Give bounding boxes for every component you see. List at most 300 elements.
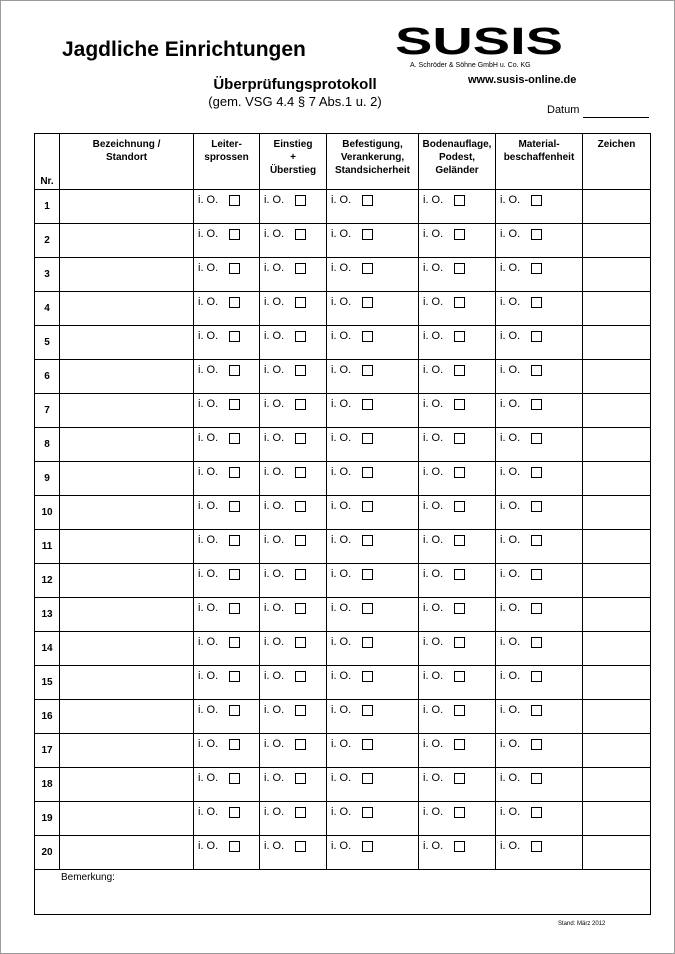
zeichen-field[interactable]: [583, 258, 651, 292]
row-number: 10: [35, 496, 60, 530]
check-item: [194, 428, 259, 444]
io-label: i. O.: [331, 500, 352, 512]
io-checkbox[interactable]: [362, 399, 373, 410]
io-label: i. O.: [198, 262, 219, 274]
table-row: [35, 768, 651, 802]
check-item: [496, 598, 582, 614]
einstieg-cell: [260, 734, 327, 768]
io-checkbox[interactable]: [229, 807, 240, 818]
leitersprossen-cell: [194, 666, 260, 700]
zeichen-field[interactable]: [583, 768, 651, 802]
io-checkbox[interactable]: [229, 365, 240, 376]
io-checkbox[interactable]: [531, 807, 542, 818]
zeichen-field[interactable]: [583, 598, 651, 632]
io-checkbox[interactable]: [295, 671, 306, 682]
check-item: [496, 700, 582, 716]
bodenauflage-cell: [419, 768, 496, 802]
row-number: 4: [35, 292, 60, 326]
table-row: [35, 292, 651, 326]
io-checkbox[interactable]: [454, 603, 465, 614]
row-number: 20: [35, 836, 60, 870]
bezeichnung-field[interactable]: [60, 258, 194, 292]
io-label: i. O.: [331, 364, 352, 376]
io-checkbox[interactable]: [295, 229, 306, 240]
check-item: [419, 292, 495, 308]
check-item: [496, 258, 582, 274]
io-checkbox[interactable]: [454, 331, 465, 342]
io-checkbox[interactable]: [362, 807, 373, 818]
io-checkbox[interactable]: [531, 501, 542, 512]
row-number: 11: [35, 530, 60, 564]
table-row: [35, 190, 651, 224]
io-checkbox[interactable]: [454, 467, 465, 478]
io-checkbox[interactable]: [531, 433, 542, 444]
io-checkbox[interactable]: [295, 569, 306, 580]
zeichen-field[interactable]: [583, 632, 651, 666]
bodenauflage-cell: [419, 462, 496, 496]
susis-logo: [394, 24, 564, 56]
table-row: [35, 734, 651, 768]
io-checkbox[interactable]: [229, 671, 240, 682]
zeichen-field[interactable]: [583, 836, 651, 870]
einstieg-cell: [260, 326, 327, 360]
io-label: i. O.: [264, 772, 285, 784]
bodenauflage-cell: [419, 700, 496, 734]
io-checkbox[interactable]: [454, 841, 465, 852]
zeichen-field[interactable]: [583, 734, 651, 768]
io-checkbox[interactable]: [295, 399, 306, 410]
io-checkbox[interactable]: [531, 637, 542, 648]
io-checkbox[interactable]: [295, 637, 306, 648]
io-checkbox[interactable]: [531, 365, 542, 376]
io-checkbox[interactable]: [362, 841, 373, 852]
io-checkbox[interactable]: [229, 331, 240, 342]
io-checkbox[interactable]: [454, 365, 465, 376]
table-row: [35, 462, 651, 496]
io-checkbox[interactable]: [454, 671, 465, 682]
io-label: i. O.: [264, 840, 285, 852]
io-checkbox[interactable]: [362, 365, 373, 376]
io-checkbox[interactable]: [531, 739, 542, 750]
check-item: [194, 258, 259, 274]
bezeichnung-field[interactable]: [60, 360, 194, 394]
io-checkbox[interactable]: [229, 263, 240, 274]
check-item: [260, 734, 326, 750]
zeichen-field[interactable]: [583, 394, 651, 428]
bezeichnung-field[interactable]: [60, 734, 194, 768]
check-item: [419, 360, 495, 376]
bezeichnung-field[interactable]: [60, 190, 194, 224]
material-cell: [496, 768, 583, 802]
io-label: i. O.: [331, 568, 352, 580]
check-item: [327, 632, 418, 648]
material-cell: [496, 428, 583, 462]
bezeichnung-field[interactable]: [60, 462, 194, 496]
table-row: [35, 802, 651, 836]
io-checkbox[interactable]: [229, 467, 240, 478]
zeichen-field[interactable]: [583, 802, 651, 836]
io-checkbox[interactable]: [531, 603, 542, 614]
io-checkbox[interactable]: [295, 297, 306, 308]
bezeichnung-field[interactable]: [60, 224, 194, 258]
io-checkbox[interactable]: [229, 297, 240, 308]
einstieg-cell: [260, 700, 327, 734]
check-item: [419, 598, 495, 614]
io-checkbox[interactable]: [531, 841, 542, 852]
check-item: [419, 224, 495, 240]
io-label: i. O.: [331, 772, 352, 784]
page-title: Jagdliche Einrichtungen: [62, 38, 306, 61]
io-label: i. O.: [423, 636, 444, 648]
io-checkbox[interactable]: [229, 841, 240, 852]
io-checkbox[interactable]: [229, 705, 240, 716]
bezeichnung-field[interactable]: [60, 292, 194, 326]
io-checkbox[interactable]: [295, 195, 306, 206]
io-checkbox[interactable]: [531, 263, 542, 274]
io-checkbox[interactable]: [362, 229, 373, 240]
io-label: i. O.: [264, 364, 285, 376]
io-label: i. O.: [500, 670, 521, 682]
bodenauflage-cell: [419, 360, 496, 394]
io-checkbox[interactable]: [229, 739, 240, 750]
material-cell: [496, 802, 583, 836]
row-number: 15: [35, 666, 60, 700]
io-label: i. O.: [423, 228, 444, 240]
io-checkbox[interactable]: [454, 773, 465, 784]
io-checkbox[interactable]: [295, 807, 306, 818]
material-cell: [496, 190, 583, 224]
io-checkbox[interactable]: [531, 297, 542, 308]
io-label: i. O.: [500, 296, 521, 308]
io-checkbox[interactable]: [454, 229, 465, 240]
leitersprossen-cell: [194, 224, 260, 258]
check-item: [260, 836, 326, 852]
io-checkbox[interactable]: [229, 773, 240, 784]
io-label: i. O.: [264, 738, 285, 750]
zeichen-field[interactable]: [583, 190, 651, 224]
io-label: i. O.: [198, 704, 219, 716]
io-checkbox[interactable]: [295, 263, 306, 274]
io-checkbox[interactable]: [362, 331, 373, 342]
bezeichnung-field[interactable]: [60, 496, 194, 530]
befestigung-cell: [327, 224, 419, 258]
io-label: i. O.: [198, 738, 219, 750]
leitersprossen-cell: [194, 700, 260, 734]
io-checkbox[interactable]: [362, 705, 373, 716]
check-item: [194, 530, 259, 546]
material-cell: [496, 360, 583, 394]
material-cell: [496, 224, 583, 258]
io-checkbox[interactable]: [531, 229, 542, 240]
row-number: 7: [35, 394, 60, 428]
einstieg-cell: [260, 598, 327, 632]
io-checkbox[interactable]: [362, 433, 373, 444]
check-item: [327, 428, 418, 444]
io-label: i. O.: [423, 364, 444, 376]
io-checkbox[interactable]: [362, 569, 373, 580]
io-checkbox[interactable]: [229, 637, 240, 648]
check-item: [327, 768, 418, 784]
check-item: [194, 326, 259, 342]
io-checkbox[interactable]: [295, 331, 306, 342]
check-item: [419, 326, 495, 342]
material-cell: [496, 598, 583, 632]
io-label: i. O.: [331, 330, 352, 342]
io-checkbox[interactable]: [362, 501, 373, 512]
befestigung-cell: [327, 666, 419, 700]
zeichen-field[interactable]: [583, 666, 651, 700]
io-checkbox[interactable]: [454, 433, 465, 444]
bezeichnung-field[interactable]: [60, 802, 194, 836]
row-number: 2: [35, 224, 60, 258]
io-label: i. O.: [331, 466, 352, 478]
zeichen-field[interactable]: [583, 360, 651, 394]
io-checkbox[interactable]: [229, 535, 240, 546]
io-checkbox[interactable]: [229, 501, 240, 512]
io-checkbox[interactable]: [295, 773, 306, 784]
io-checkbox[interactable]: [229, 603, 240, 614]
io-checkbox[interactable]: [229, 229, 240, 240]
io-checkbox[interactable]: [362, 195, 373, 206]
logo-text: SUSIS: [395, 24, 563, 56]
io-label: i. O.: [264, 636, 285, 648]
bezeichnung-field[interactable]: [60, 530, 194, 564]
einstieg-cell: [260, 394, 327, 428]
io-checkbox[interactable]: [229, 569, 240, 580]
check-item: [496, 326, 582, 342]
leitersprossen-cell: [194, 598, 260, 632]
einstieg-cell: [260, 530, 327, 564]
io-checkbox[interactable]: [295, 841, 306, 852]
io-checkbox[interactable]: [531, 467, 542, 478]
io-checkbox[interactable]: [295, 365, 306, 376]
io-checkbox[interactable]: [454, 535, 465, 546]
einstieg-cell: [260, 190, 327, 224]
io-checkbox[interactable]: [362, 263, 373, 274]
leitersprossen-cell: [194, 428, 260, 462]
check-item: [419, 462, 495, 478]
zeichen-field[interactable]: [583, 700, 651, 734]
bodenauflage-cell: [419, 802, 496, 836]
check-item: [194, 666, 259, 682]
date-field[interactable]: [583, 117, 649, 118]
io-label: i. O.: [500, 228, 521, 240]
io-checkbox[interactable]: [454, 637, 465, 648]
io-label: i. O.: [331, 806, 352, 818]
io-checkbox[interactable]: [295, 705, 306, 716]
remark-label: Bemerkung:: [61, 872, 115, 883]
befestigung-cell: [327, 394, 419, 428]
io-checkbox[interactable]: [229, 399, 240, 410]
io-checkbox[interactable]: [454, 297, 465, 308]
check-item: [327, 598, 418, 614]
remark-field[interactable]: [35, 870, 651, 915]
io-checkbox[interactable]: [454, 705, 465, 716]
io-checkbox[interactable]: [531, 773, 542, 784]
material-cell: [496, 564, 583, 598]
io-checkbox[interactable]: [531, 195, 542, 206]
io-label: i. O.: [264, 534, 285, 546]
io-checkbox[interactable]: [295, 535, 306, 546]
io-label: i. O.: [331, 262, 352, 274]
check-item: [419, 734, 495, 750]
io-checkbox[interactable]: [454, 807, 465, 818]
befestigung-cell: [327, 326, 419, 360]
check-item: [419, 564, 495, 580]
io-checkbox[interactable]: [531, 331, 542, 342]
check-item: [496, 496, 582, 512]
bodenauflage-cell: [419, 292, 496, 326]
check-item: [327, 258, 418, 274]
row-number: 8: [35, 428, 60, 462]
check-item: [260, 394, 326, 410]
io-label: i. O.: [423, 840, 444, 852]
io-checkbox[interactable]: [362, 535, 373, 546]
table-row: [35, 632, 651, 666]
check-item: [496, 428, 582, 444]
table-row: [35, 496, 651, 530]
material-cell: [496, 734, 583, 768]
io-checkbox[interactable]: [362, 297, 373, 308]
bezeichnung-field[interactable]: [60, 394, 194, 428]
io-checkbox[interactable]: [362, 467, 373, 478]
io-checkbox[interactable]: [454, 195, 465, 206]
bezeichnung-field[interactable]: [60, 700, 194, 734]
io-label: i. O.: [331, 636, 352, 648]
io-checkbox[interactable]: [295, 501, 306, 512]
check-item: [327, 292, 418, 308]
header-row: [35, 134, 651, 190]
io-checkbox[interactable]: [531, 569, 542, 580]
zeichen-field[interactable]: [583, 564, 651, 598]
io-checkbox[interactable]: [362, 773, 373, 784]
io-label: i. O.: [198, 296, 219, 308]
io-label: i. O.: [500, 704, 521, 716]
zeichen-field[interactable]: [583, 428, 651, 462]
zeichen-field[interactable]: [583, 462, 651, 496]
zeichen-field[interactable]: [583, 224, 651, 258]
check-item: [194, 632, 259, 648]
bezeichnung-field[interactable]: [60, 632, 194, 666]
io-checkbox[interactable]: [531, 399, 542, 410]
io-label: i. O.: [500, 432, 521, 444]
zeichen-field[interactable]: [583, 292, 651, 326]
bezeichnung-field[interactable]: [60, 598, 194, 632]
io-label: i. O.: [423, 194, 444, 206]
leitersprossen-cell: [194, 190, 260, 224]
leitersprossen-cell: [194, 836, 260, 870]
zeichen-field[interactable]: [583, 326, 651, 360]
befestigung-cell: [327, 768, 419, 802]
io-checkbox[interactable]: [362, 603, 373, 614]
io-checkbox[interactable]: [454, 739, 465, 750]
io-checkbox[interactable]: [531, 535, 542, 546]
col-header-material: Material- beschaffenheit: [496, 134, 583, 190]
io-label: i. O.: [198, 330, 219, 342]
io-checkbox[interactable]: [531, 671, 542, 682]
io-checkbox[interactable]: [229, 433, 240, 444]
bodenauflage-cell: [419, 530, 496, 564]
befestigung-cell: [327, 836, 419, 870]
material-cell: [496, 462, 583, 496]
bezeichnung-field[interactable]: [60, 564, 194, 598]
befestigung-cell: [327, 632, 419, 666]
io-checkbox[interactable]: [295, 739, 306, 750]
io-checkbox[interactable]: [362, 739, 373, 750]
row-number: 1: [35, 190, 60, 224]
io-checkbox[interactable]: [531, 705, 542, 716]
check-item: [419, 700, 495, 716]
bezeichnung-field[interactable]: [60, 768, 194, 802]
check-item: [260, 224, 326, 240]
leitersprossen-cell: [194, 632, 260, 666]
io-checkbox[interactable]: [295, 603, 306, 614]
check-item: [496, 836, 582, 852]
io-label: i. O.: [331, 228, 352, 240]
io-checkbox[interactable]: [454, 501, 465, 512]
io-label: i. O.: [423, 738, 444, 750]
einstieg-cell: [260, 564, 327, 598]
einstieg-cell: [260, 428, 327, 462]
leitersprossen-cell: [194, 394, 260, 428]
io-label: i. O.: [423, 602, 444, 614]
io-label: i. O.: [423, 568, 444, 580]
leitersprossen-cell: [194, 462, 260, 496]
io-checkbox[interactable]: [295, 467, 306, 478]
bezeichnung-field[interactable]: [60, 428, 194, 462]
zeichen-field[interactable]: [583, 530, 651, 564]
io-checkbox[interactable]: [362, 671, 373, 682]
check-item: [327, 326, 418, 342]
io-label: i. O.: [264, 432, 285, 444]
check-item: [419, 428, 495, 444]
io-checkbox[interactable]: [229, 195, 240, 206]
io-checkbox[interactable]: [454, 399, 465, 410]
io-label: i. O.: [500, 262, 521, 274]
io-checkbox[interactable]: [454, 569, 465, 580]
zeichen-field[interactable]: [583, 496, 651, 530]
io-label: i. O.: [331, 670, 352, 682]
table-row: [35, 224, 651, 258]
bezeichnung-field[interactable]: [60, 326, 194, 360]
befestigung-cell: [327, 360, 419, 394]
io-label: i. O.: [500, 330, 521, 342]
befestigung-cell: [327, 292, 419, 326]
inspection-table: [34, 133, 651, 915]
io-label: i. O.: [198, 636, 219, 648]
io-checkbox[interactable]: [454, 263, 465, 274]
website-link[interactable]: www.susis-online.de: [468, 74, 577, 86]
io-label: i. O.: [500, 738, 521, 750]
check-item: [260, 564, 326, 580]
io-checkbox[interactable]: [362, 637, 373, 648]
check-item: [327, 564, 418, 580]
leitersprossen-cell: [194, 326, 260, 360]
leitersprossen-cell: [194, 258, 260, 292]
check-item: [260, 700, 326, 716]
einstieg-cell: [260, 632, 327, 666]
bezeichnung-field[interactable]: [60, 836, 194, 870]
befestigung-cell: [327, 530, 419, 564]
io-label: i. O.: [500, 194, 521, 206]
check-item: [194, 700, 259, 716]
io-checkbox[interactable]: [295, 433, 306, 444]
io-label: i. O.: [500, 466, 521, 478]
check-item: [496, 666, 582, 682]
leitersprossen-cell: [194, 802, 260, 836]
check-item: [327, 802, 418, 818]
bezeichnung-field[interactable]: [60, 666, 194, 700]
